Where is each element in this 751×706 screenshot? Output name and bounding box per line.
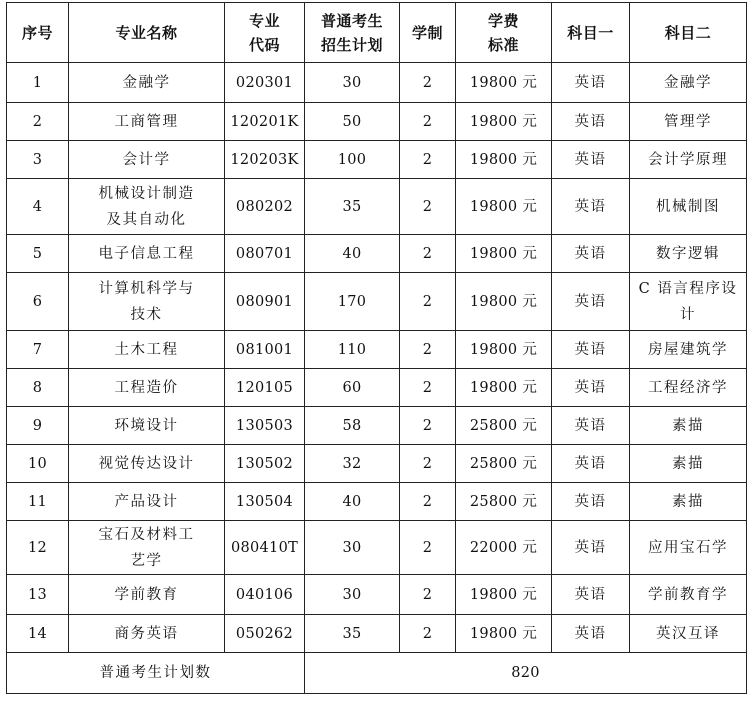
major-line1: 会计学 [122,151,171,168]
row-plan: 50 [305,103,400,141]
table-row [7,273,747,331]
row-plan: 35 [305,179,400,235]
header-plan-line1: 普通考生 [320,11,383,30]
row-major [69,445,225,483]
row-subject1: 英语 [552,615,630,653]
row-code: 020301 [225,63,305,103]
row-years: 2 [400,575,456,615]
table-row [7,575,747,615]
row-code: 080410T [225,521,305,575]
row-years: 2 [400,521,456,575]
row-index: 9 [7,407,69,445]
row-major [69,521,225,575]
major-line2: 艺学 [130,552,163,569]
row-subject1: 英语 [552,483,630,521]
row-code: 120201K [225,103,305,141]
header-subject2: 科目二 [630,3,747,63]
row-years: 2 [400,63,456,103]
major-line1: 电子信息工程 [98,245,195,262]
header-code-line1: 专业 [248,11,280,30]
row-years: 2 [400,179,456,235]
row-plan: 100 [305,141,400,179]
row-code: 130503 [225,407,305,445]
row-major [69,369,225,407]
row-index: 8 [7,369,69,407]
row-subject1: 英语 [552,179,630,235]
row-index: 5 [7,235,69,273]
row-index: 4 [7,179,69,235]
plan-total-value: 820 [305,653,747,694]
row-plan: 58 [305,407,400,445]
row-subject1: 英语 [552,407,630,445]
row-plan: 170 [305,273,400,331]
row-subject2: 学前教育学 [630,575,747,615]
row-major [69,575,225,615]
row-fee: 19800 元 [456,141,552,179]
table-row [7,235,747,273]
row-fee: 19800 元 [456,615,552,653]
row-plan: 35 [305,615,400,653]
header-fee [456,3,552,63]
row-fee: 19800 元 [456,331,552,369]
enrollment-plan-table [6,2,747,694]
header-row [7,3,747,63]
row-major [69,103,225,141]
row-subject2: 金融学 [630,63,747,103]
table-row [7,369,747,407]
row-subject1: 英语 [552,445,630,483]
row-plan: 110 [305,331,400,369]
row-years: 2 [400,369,456,407]
table-row [7,483,747,521]
table-row [7,141,747,179]
row-major [69,483,225,521]
row-subject2: 数字逻辑 [630,235,747,273]
row-plan: 30 [305,521,400,575]
row-index: 12 [7,521,69,575]
row-subject1: 英语 [552,141,630,179]
row-major [69,615,225,653]
table-row [7,615,747,653]
row-plan: 32 [305,445,400,483]
row-code: 120105 [225,369,305,407]
row-years: 2 [400,141,456,179]
row-code: 120203K [225,141,305,179]
row-major [69,273,225,331]
row-subject2: 英汉互译 [630,615,747,653]
row-fee: 25800 元 [456,483,552,521]
row-major [69,407,225,445]
row-subject2: 素描 [630,445,747,483]
row-subject2: 会计学原理 [630,141,747,179]
row-subject1: 英语 [552,369,630,407]
major-line1: 金融学 [122,74,171,91]
row-years: 2 [400,445,456,483]
row-fee: 19800 元 [456,235,552,273]
row-subject2: 机械制图 [630,179,747,235]
row-major [69,141,225,179]
major-line1: 机械设计制造 [98,185,195,202]
row-subject2: C 语言程序设计 [630,273,747,331]
table-row [7,331,747,369]
major-line1: 商务英语 [114,625,179,642]
row-fee: 19800 元 [456,103,552,141]
row-index: 11 [7,483,69,521]
header-years: 学制 [400,3,456,63]
row-fee: 19800 元 [456,63,552,103]
row-index: 7 [7,331,69,369]
row-years: 2 [400,273,456,331]
table-row [7,521,747,575]
row-fee: 19800 元 [456,273,552,331]
row-plan: 30 [305,575,400,615]
major-line1: 环境设计 [114,417,179,434]
row-fee: 22000 元 [456,521,552,575]
major-line2: 技术 [130,306,163,323]
row-subject2: 应用宝石学 [630,521,747,575]
row-plan: 40 [305,483,400,521]
row-years: 2 [400,615,456,653]
row-fee: 25800 元 [456,445,552,483]
row-index: 3 [7,141,69,179]
header-subject1: 科目一 [552,3,630,63]
header-plan [305,3,400,63]
major-line1: 学前教育 [114,586,179,603]
row-fee: 19800 元 [456,369,552,407]
row-major [69,179,225,235]
header-index: 序号 [7,3,69,63]
row-subject1: 英语 [552,575,630,615]
row-plan: 60 [305,369,400,407]
row-years: 2 [400,483,456,521]
row-plan: 40 [305,235,400,273]
row-years: 2 [400,331,456,369]
row-subject1: 英语 [552,273,630,331]
major-line1: 工商管理 [114,113,179,130]
header-major: 专业名称 [69,3,225,63]
major-line1: 土木工程 [114,341,179,358]
row-index: 10 [7,445,69,483]
row-code: 130504 [225,483,305,521]
row-plan: 30 [305,63,400,103]
row-subject1: 英语 [552,235,630,273]
major-line1: 宝石及材料工 [98,526,195,543]
table-row [7,445,747,483]
row-index: 1 [7,63,69,103]
table-row [7,407,747,445]
row-subject1: 英语 [552,331,630,369]
row-subject2: 工程经济学 [630,369,747,407]
major-line1: 工程造价 [114,379,179,396]
row-code: 080202 [225,179,305,235]
row-subject1: 英语 [552,63,630,103]
major-line1: 视觉传达设计 [98,455,195,472]
row-index: 14 [7,615,69,653]
row-major [69,63,225,103]
table-row [7,63,747,103]
major-line1: 计算机科学与 [98,280,195,297]
header-plan-line2: 招生计划 [320,35,383,54]
row-subject1: 英语 [552,521,630,575]
header-fee-line2: 标准 [487,35,519,54]
row-index: 6 [7,273,69,331]
row-major [69,331,225,369]
row-years: 2 [400,407,456,445]
row-code: 040106 [225,575,305,615]
row-fee: 25800 元 [456,407,552,445]
major-line1: 产品设计 [114,493,179,510]
row-code: 080901 [225,273,305,331]
enrollment-table-wrapper [6,2,747,694]
major-line2: 及其自动化 [106,211,187,228]
header-code-line2: 代码 [248,35,280,54]
row-subject2: 素描 [630,407,747,445]
row-index: 13 [7,575,69,615]
row-years: 2 [400,103,456,141]
row-years: 2 [400,235,456,273]
row-subject2: 素描 [630,483,747,521]
row-fee: 19800 元 [456,575,552,615]
plan-total-label: 普通考生计划数 [7,653,305,694]
row-subject2: 房屋建筑学 [630,331,747,369]
row-major [69,235,225,273]
row-subject1: 英语 [552,103,630,141]
row-code: 130502 [225,445,305,483]
row-index: 2 [7,103,69,141]
row-subject2: 管理学 [630,103,747,141]
header-code [225,3,305,63]
header-fee-line1: 学费 [487,11,519,30]
table-row [7,179,747,235]
row-code: 080701 [225,235,305,273]
table-row [7,103,747,141]
row-code: 050262 [225,615,305,653]
row-code: 081001 [225,331,305,369]
footer-row [7,653,747,694]
row-fee: 19800 元 [456,179,552,235]
